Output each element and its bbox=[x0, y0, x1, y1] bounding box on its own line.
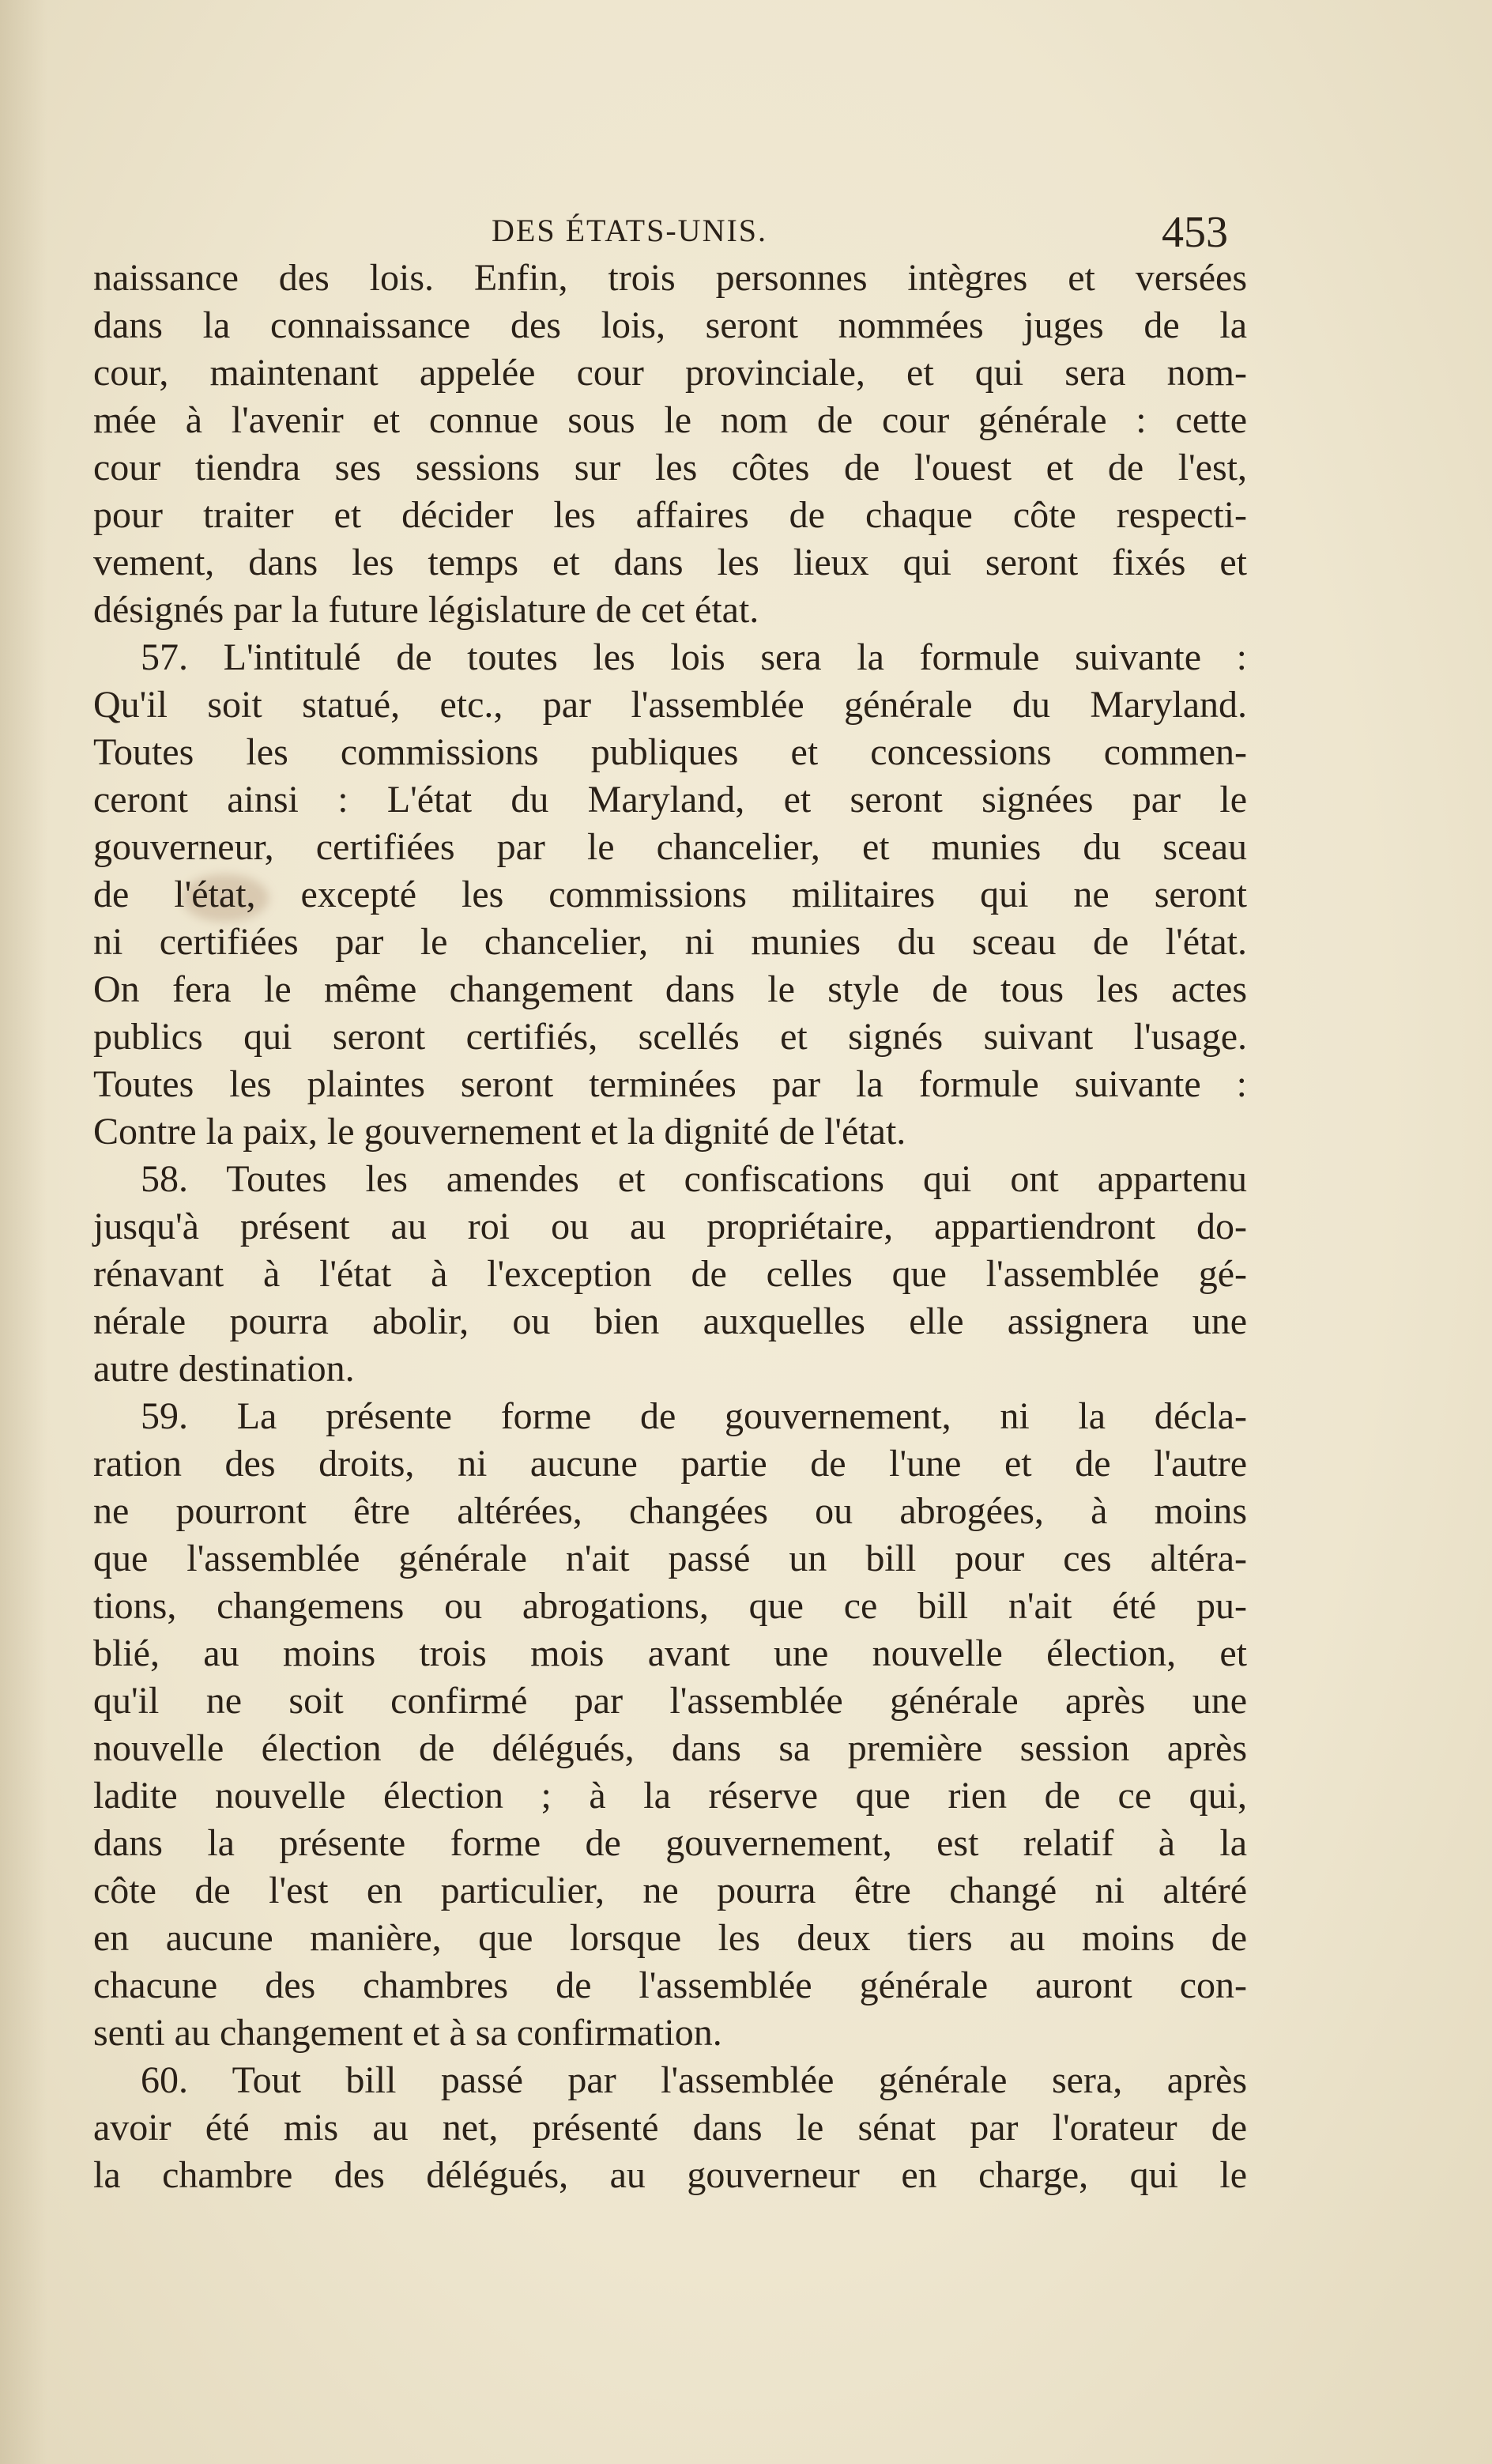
text-line: ni certifiées par le chancelier, ni munies du sceau de l'état. bbox=[93, 921, 1247, 963]
text-line: désignés par la future législature de cet état. bbox=[93, 589, 759, 631]
text-line: publics qui seront certifiés, scellés et signés suivant l'usage. bbox=[93, 1016, 1247, 1058]
text-line: la chambre des délégués, au gouverneur en charge, qui le bbox=[93, 2154, 1247, 2196]
text-line: côte de l'est en particulier, ne pourra être changé ni altéré bbox=[93, 1870, 1247, 1911]
text-line: nouvelle élection de délégués, dans sa première session après bbox=[93, 1727, 1247, 1769]
text-line: pour traiter et décider les affaires de chaque côte respecti- bbox=[93, 494, 1247, 536]
running-head: DES ÉTATS-UNIS. bbox=[492, 213, 768, 248]
text-line: ceront ainsi : L'état du Maryland, et seront signées par le bbox=[93, 779, 1247, 821]
text-line: senti au changement et à sa confirmation. bbox=[93, 2012, 722, 2054]
text-line: jusqu'à présent au roi ou au propriétaire, appartiendront do- bbox=[93, 1206, 1247, 1247]
text-line: de l'état, excepté les commissions militaires qui ne seront bbox=[93, 874, 1247, 915]
text-line: qu'il ne soit confirmé par l'assemblée générale après une bbox=[93, 1680, 1247, 1722]
text-line: que l'assemblée générale n'ait passé un bill pour ces altéra- bbox=[93, 1538, 1247, 1579]
text-line: ne pourront être altérées, changées ou abrogées, à moins bbox=[93, 1490, 1247, 1532]
body-text bbox=[93, 255, 1247, 2199]
text-line: Qu'il soit statué, etc., par l'assemblée générale du Maryland. bbox=[93, 684, 1247, 726]
text-line: Toutes les commissions publiques et concessions commen- bbox=[93, 731, 1247, 773]
text-line: cour, maintenant appelée cour provinciale, et qui sera nom- bbox=[93, 352, 1247, 394]
text-line: On fera le même changement dans le style de tous les actes bbox=[93, 968, 1247, 1010]
text-line: Toutes les plaintes seront terminées par la formule suivante : bbox=[93, 1063, 1247, 1105]
text-line: en aucune manière, que lorsque les deux tiers au moins de bbox=[93, 1917, 1247, 1959]
text-line: tions, changemens ou abrogations, que ce bill n'ait été pu- bbox=[93, 1585, 1247, 1627]
page-gutter-shadow bbox=[0, 0, 47, 2464]
text-line: naissance des lois. Enfin, trois personnes intègres et versées bbox=[93, 257, 1247, 299]
text-line: autre destination. bbox=[93, 1348, 355, 1390]
text-line: cour tiendra ses sessions sur les côtes de l'ouest et de l'est, bbox=[93, 447, 1247, 489]
text-line: gouverneur, certifiées par le chancelier, et munies du sceau bbox=[93, 826, 1247, 868]
article-60-start: 60. Tout bill passé par l'assemblée générale sera, après bbox=[141, 2059, 1247, 2101]
text-line: Contre la paix, le gouvernement et la dignité de l'état. bbox=[93, 1111, 906, 1153]
text-line: dans la connaissance des lois, seront nommées juges de la bbox=[93, 304, 1247, 346]
text-line: mée à l'avenir et connue sous le nom de cour générale : cette bbox=[93, 399, 1247, 441]
text-line: ration des droits, ni aucune partie de l'une et de l'autre bbox=[93, 1443, 1247, 1485]
text-line: blié, au moins trois mois avant une nouvelle élection, et bbox=[93, 1632, 1247, 1674]
text-line: rénavant à l'état à l'exception de celles que l'assemblée gé- bbox=[93, 1253, 1247, 1295]
page-number: 453 bbox=[1162, 208, 1228, 257]
text-line: chacune des chambres de l'assemblée générale auront con- bbox=[93, 1964, 1247, 2006]
text-line: nérale pourra abolir, ou bien auxquelles elle assignera une bbox=[93, 1300, 1247, 1342]
text-line: ladite nouvelle élection ; à la réserve que rien de ce qui, bbox=[93, 1775, 1247, 1817]
article-58-start: 58. Toutes les amendes et confiscations qui ont appartenu bbox=[141, 1158, 1247, 1200]
text-line: vement, dans les temps et dans les lieux qui seront fixés et bbox=[93, 541, 1247, 583]
text-line: dans la présente forme de gouvernement, est relatif à la bbox=[93, 1822, 1247, 1864]
article-57-start: 57. L'intitulé de toutes les lois sera la formule suivante : bbox=[141, 636, 1247, 678]
article-59-start: 59. La présente forme de gouvernement, ni la décla- bbox=[141, 1395, 1247, 1437]
text-line: avoir été mis au net, présenté dans le sénat par l'orateur de bbox=[93, 2107, 1247, 2149]
